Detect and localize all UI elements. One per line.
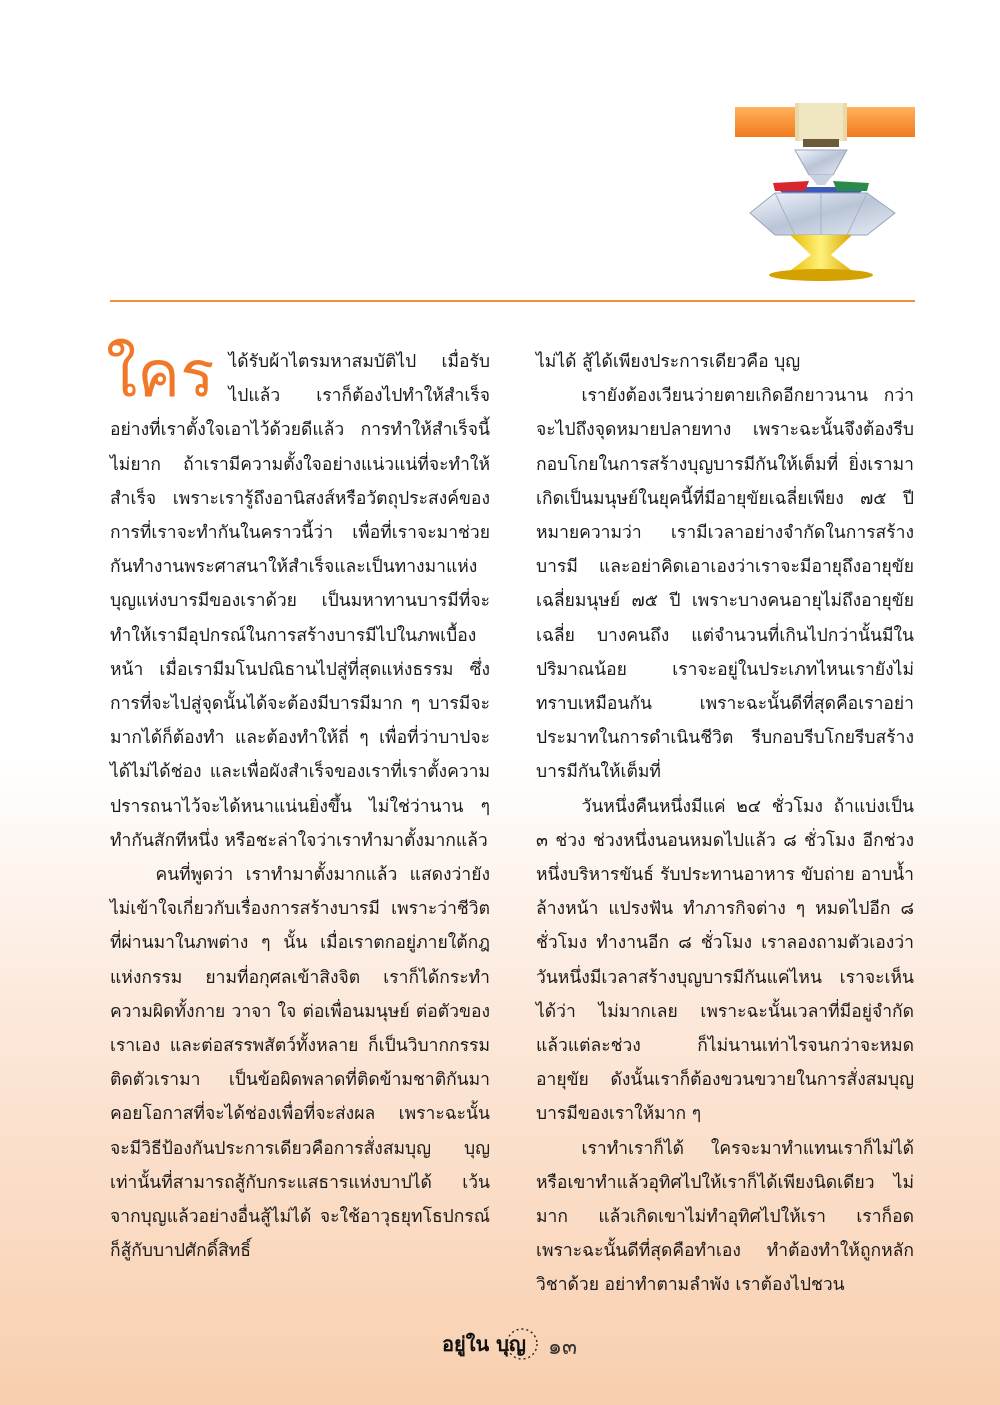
magazine-logo-icon [438,1327,546,1361]
paragraph: เราทำเราก็ได้ ใครจะมาทำแทนเราก็ไม่ได้ หรือเขาทำแล้วอุทิศไปให้เราก็ได้เพียงนิดเดียว ไม่มาก แล้วเกิดเขาไม่ทำอุทิศไปให้เรา เราก็อด เพราะฉะนั้นดีที่สุดคือทำเอง ทำต้องทำให้ถูกหลักวิชาด้วย อย่าทำตามลำพัง เราต้องไปชวน [536,1138,914,1296]
paragraph: วันหนึ่งคืนหนึ่งมีแค่ ๒๔ ชั่วโมง ถ้าแบ่งเป็น ๓ ช่วง ช่วงหนึ่งนอนหมดไปแล้ว ๘ ชั่วโมง อีกช่วงหนึ่งบริหารขันธ์ รับประทานอาหาร ขับถ่าย อาบน้ำ ล้างหน้า แปรงฟัน ทำภารกิจต่าง ๆ หมดไปอีก ๘ ชั่วโมง ทำงานอีก ๘ ชั่วโมง เราลองถามตัวเองว่า วันหนึ่งมีเวลาสร้างบุญบารมีกันแค่ไหน เราจะเห็นได้ว่า ไม่มากเลย เพราะฉะนั้นเวลาที่มีอยู่จำกัด แล้วแต่ละช่วง ก็ไม่นานเท่าไรจนกว่าจะหมดอายุขัย ดังนั้นเราก็ต้องขวนขวายในการสั่งสมบุญบารมีของเราให้มาก ๆ [536,796,914,1125]
drop-cap: ใคร [106,338,215,412]
header-divider [110,300,915,302]
footer-logo-text: อยู่ใน บุญ [442,1332,526,1356]
robe-crystal-emblem-icon [735,95,915,285]
paragraph: เรายังต้องเวียนว่ายตายเกิดอีกยาวนาน กว่าจะไปถึงจุดหมายปลายทาง เพราะฉะนั้นจึงต้องรีบกอบโกยในการสร้างบุญบารมีกันให้เต็มที่ ยิ่งเรามาเกิดเป็นมนุษย์ในยุคนี้ที่มีอายุขัยเฉลี่ยเพียง ๗๕ ปี หมายความว่า เรามีเวลาอย่างจำกัดในการสร้างบารมี และอย่าคิดเอาเองว่าเราจะมีอายุถึงอายุขัยเฉลี่ยมนุษย์ ๗๕ ปี เพราะบางคนอายุไม่ถึงอายุขัยเฉลี่ย บางคนถึง แต่จำนวนที่เกินไปกว่านั้นมีในปริมาณน้อย เราจะอยู่ในประเภทไหนเรายังไม่ทราบเหมือนกัน เพราะฉะนั้นดีที่สุดคือเราอย่าประมาทในการดำเนินชีวิต รีบกอบรีบโกยรีบสร้างบารมีกันให้เต็มที่ [536,386,914,783]
page-footer [0,1325,1000,1365]
paragraph: ไม่ได้ สู้ได้เพียงประการเดียวคือ บุญ [536,352,801,372]
paragraph: คนที่พูดว่า เราทำมาตั้งมากแล้ว แสดงว่ายังไม่เข้าใจเกี่ยวกับเรื่องการสร้างบารมี เพราะว่าชีวิตที่ผ่านมาในภพต่าง ๆ นั้น เมื่อเราตกอยู่ภายใต้กฎแห่งกรรม ยามที่อกุศลเข้าสิงจิต เราก็ได้กระทำความผิดทั้งกาย วาจา ใจ ต่อเพื่อนมนุษย์ ต่อตัวของเราเอง และต่อสรรพสัตว์ทั้งหลาย ก็เป็นวิบากกรรมติดตัวเรามา เป็นข้อผิดพลาดที่ติดข้ามชาติกันมา คอยโอกาสที่จะได้ช่องเพื่อที่จะส่งผล เพราะฉะนั้นจะมีวิธีป้องกันประการเดียวคือการสั่งสมบุญ บุญเท่านั้นที่สามารถสู้กับกระแสธารแห่งบาปได้ เว้นจากบุญแล้วอย่างอื่นสู้ไม่ได้ จะใช้อาวุธยุทโธปกรณ์ก็สู้กับบาปศักดิ์สิทธิ์ [110,865,490,1262]
page-number: ๑๓ [548,1335,578,1360]
article-column-left [106,338,490,1268]
article-column-right [536,345,914,1303]
paragraph: ได้รับผ้าไตรมหาสมบัติไป เมื่อรับไปแล้ว เราก็ต้องไปทำให้สำเร็จอย่างที่เราตั้งใจเอาไว้ด้วยดีแล้ว การทำให้สำเร็จนี้ ไม่ยาก ถ้าเรามีความตั้งใจอย่างแน่วแน่ที่จะทำให้สำเร็จ เพราะเรารู้ถึงอานิสงส์หรือวัตถุประสงค์ของการที่เราจะทำกันในคราวนี้ว่า เพื่อที่เราจะมาช่วยกันทำงานพระศาสนาให้สำเร็จและเป็นทางมาแห่งบุญแห่งบารมีของเราด้วย เป็นมหาทานบารมีที่จะทำให้เรามีอุปกรณ์ในการสร้างบารมีไปในภพเบื้องหน้า เมื่อเรามีมโนปณิธานไปสู่ที่สุดแห่งธรรม ซึ่งการที่จะไปสู่จุดนั้นได้จะต้องมีบารมีมาก ๆ บารมีจะมากได้ก็ต้องทำ และต้องทำให้ถี่ ๆ เพื่อที่ว่าบาปจะได้ไม่ได้ช่อง และเพื่อผังสำเร็จของเราที่เราตั้งความปรารถนาไว้จะได้หนาแน่นยิ่งขึ้น ไม่ใช่ว่านาน ๆ ทำกันสักทีหนึ่ง หรือชะล่าใจว่าเราทำมาตั้งมากแล้ว [110,352,490,851]
